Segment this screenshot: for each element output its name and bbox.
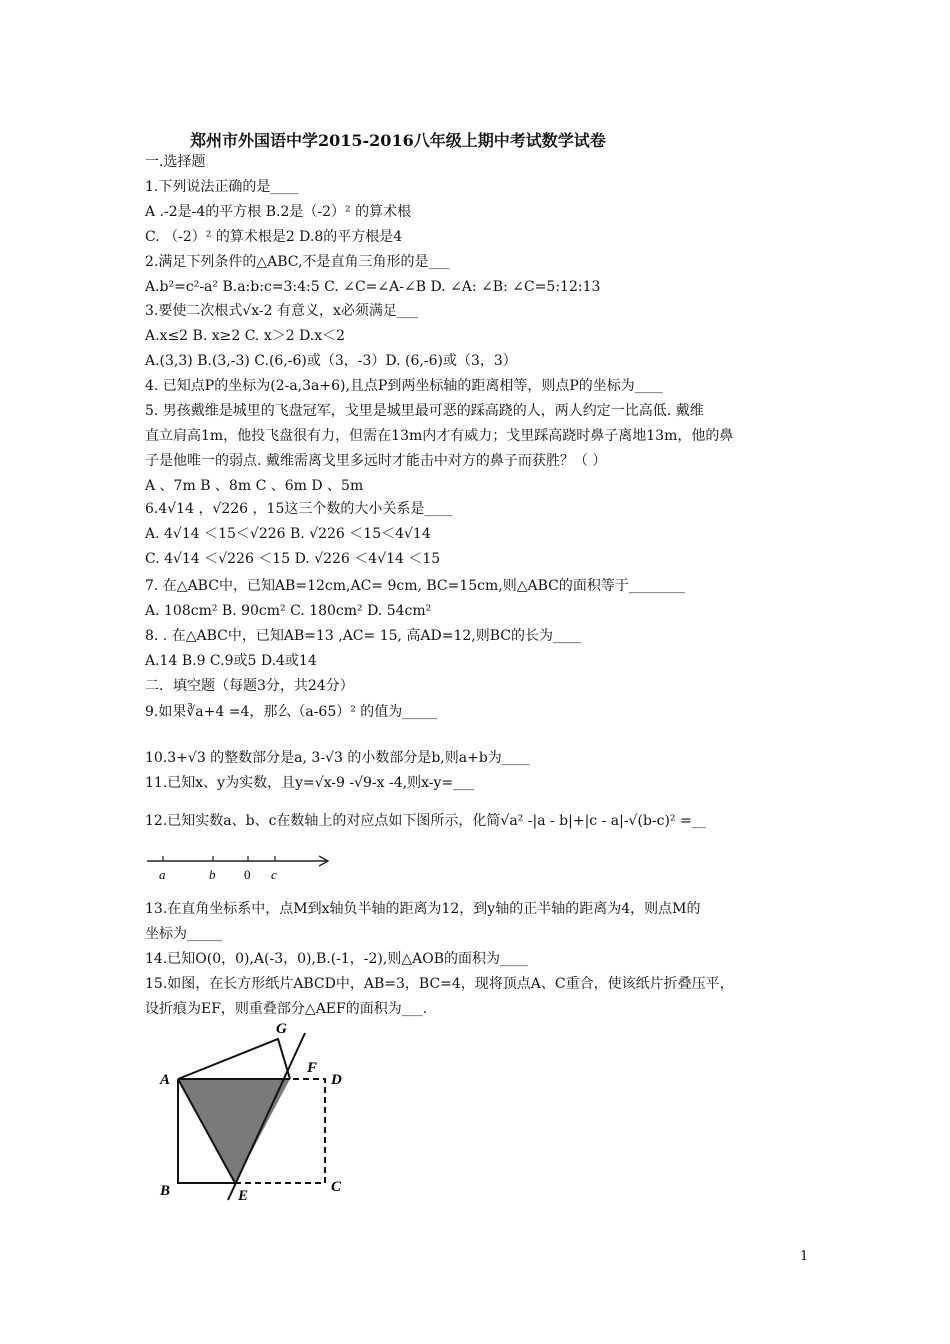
question-15-line-2: 设折痕为EF，则重叠部分△AEF的面积为___. [145, 1001, 428, 1017]
label-d: D [331, 1072, 342, 1088]
question-7-options: A. 108cm² B. 90cm² C. 180cm² D. 54cm² [145, 603, 432, 619]
shaded-triangle-aef [178, 1079, 290, 1183]
page-number: 1 [800, 1249, 809, 1264]
question-5-options: A 、7m B 、8m C 、6m D 、5m [145, 478, 364, 494]
question-8-options: A.14 B.9 C.9或5 D.4或14 [145, 653, 317, 669]
rectangle-fold-figure [150, 1015, 360, 1210]
question-6-options-cd: C. 4√14 ＜√226 ＜15 D. √226 ＜4√14 ＜15 [145, 551, 441, 567]
question-12: 12.已知实数a、b、c在数轴上的对应点如下图所示，化简√a² -|a - b|+|c - a|-√(b-c)² =__ [145, 813, 706, 829]
question-14: 14.已知O(0，0),A(-3，0),B.(-1，-2),则△AOB的面积为____ [145, 951, 528, 967]
label-a-point: A [160, 1072, 171, 1088]
section-heading-choice: 一.选择题 [145, 154, 206, 170]
label-c-point: C [331, 1179, 342, 1195]
label-f: F [307, 1060, 318, 1076]
question-7: 7. 在△ABC中，已知AB=12cm,AC= 9cm, BC=15cm,则△ABC的面积等于________ [145, 578, 685, 594]
exam-title: 郑州市外国语中学2015-2016八年级上期中考试数学试卷 [190, 131, 606, 150]
section-heading-fill: 二．填空题（每题3分，共24分） [145, 678, 354, 694]
question-6: 6.4√14 ，√226 ，15这三个数的大小关系是____ [145, 501, 453, 517]
question-4-options: A.(3,3) B.(3,-3) C.(6,-6)或（3，-3）D. (6,-6)或（3，3） [145, 353, 517, 369]
label-a: a [159, 867, 166, 882]
question-5-line-3: 子是他唯一的弱点. 戴维需离戈里多远时才能击中对方的鼻子而获胜？（ ） [145, 453, 607, 469]
label-c: c [271, 867, 277, 882]
question-13-line-2: 坐标为_____ [145, 926, 222, 942]
label-zero: 0 [244, 867, 251, 882]
question-2: 2.满足下列条件的△ABC,不是直角三角形的是___ [145, 254, 450, 270]
question-3: 3.要使二次根式√x-2 有意义，x必须满足___ [145, 303, 418, 319]
question-1: 1.下列说法正确的是____ [145, 179, 299, 195]
question-8: 8. . 在△ABC中，已知AB=13 ,AC= 15, 高AD=12,则BC的长为____ [145, 628, 581, 644]
number-line-figure [145, 850, 335, 884]
label-b: b [209, 867, 216, 882]
question-9: 9.如果∛a+4 =4，那么（a-65）² 的值为_____ [145, 704, 438, 720]
question-11: 11.已知x、y为实数，且y=√x-9 -√9-x -4,则x-y=___ [145, 775, 475, 791]
question-3-options: A.x≤2 B. x≥2 C. x＞2 D.x＜2 [145, 328, 346, 344]
question-1-options-cd: C. （-2）² 的算术根是2 D.8的平方根是4 [145, 229, 403, 245]
question-10: 10.3+√3 的整数部分是a, 3-√3 的小数部分是b,则a+b为____ [145, 750, 530, 766]
question-6-options-ab: A. 4√14 ＜15＜√226 B. √226 ＜15＜4√14 [145, 526, 431, 542]
question-1-options-ab: A .-2是-4的平方根 B.2是（-2）² 的算术根 [145, 204, 412, 220]
question-5-line-2: 直立肩高1m，他投飞盘很有力，但需在13m内才有威力；戈里踩高跷时鼻子离地13m，他的鼻 [145, 428, 734, 444]
question-15-line-1: 15.如图，在长方形纸片ABCD中，AB=3，BC=4，现将顶点A、C重合，使该纸片折叠压平， [145, 976, 734, 992]
label-b-point: B [160, 1183, 171, 1199]
question-4: 4. 已知点P的坐标为(2-a,3a+6),且点P到两坐标轴的距离相等，则点P的坐标为____ [145, 378, 663, 394]
question-13-line-1: 13.在直角坐标系中，点M到x轴负半轴的距离为12，到y轴的正半轴的距离为4，则点M的 [145, 901, 701, 917]
question-2-options: A.b²=c²-a² B.a:b:c=3:4:5 C. ∠C=∠A-∠B D. ∠A: ∠B: ∠C=5:12:13 [145, 279, 601, 295]
question-5-line-1: 5. 男孩戴维是城里的飞盘冠军，戈里是城里最可恶的踩高跷的人，两人约定一比高低. 戴维 [145, 403, 704, 419]
label-g: G [276, 1021, 287, 1037]
label-e: E [238, 1188, 249, 1204]
